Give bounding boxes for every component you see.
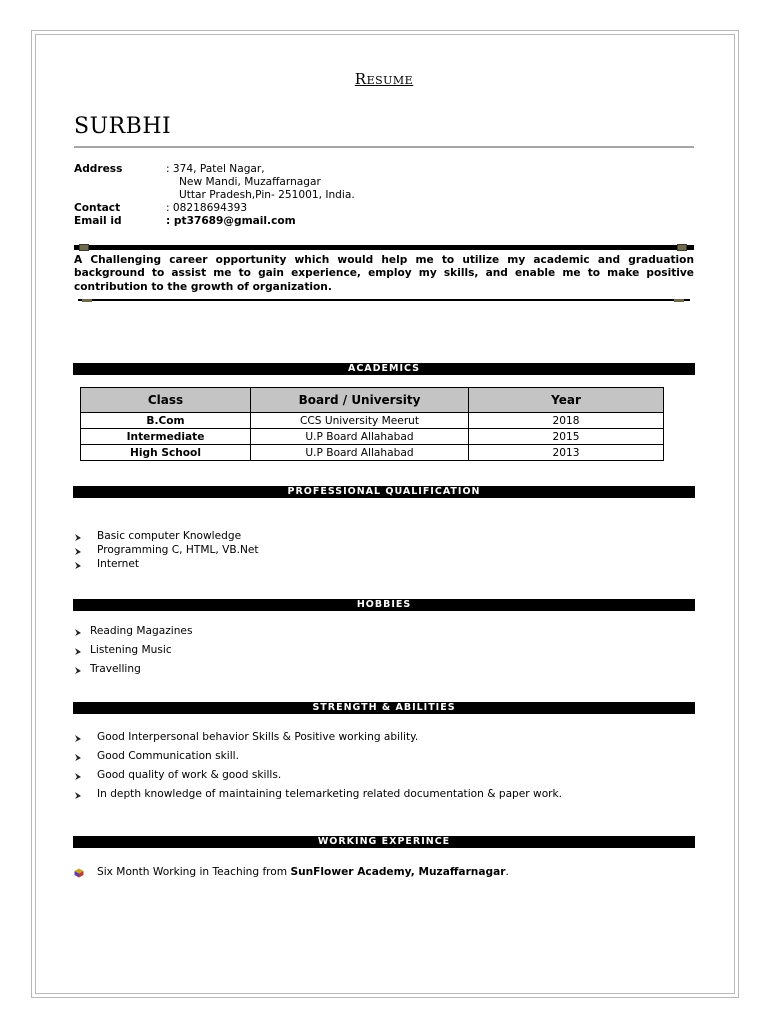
column-header: Board / University — [251, 388, 469, 413]
contact-label: Contact — [74, 202, 121, 214]
table-cell: U.P Board Allahabad — [251, 429, 469, 445]
arrow-bullet-icon — [74, 753, 83, 762]
table-cell: B.Com — [81, 413, 251, 429]
arrow-bullet-icon — [74, 772, 83, 781]
experience-organization: SunFlower Academy, Muzaffarnagar — [290, 866, 506, 878]
cube-bullet-icon — [74, 868, 84, 878]
column-header: Year — [469, 388, 664, 413]
email-value: : pt37689@gmail.com — [166, 215, 296, 227]
rule-knob-small-right — [674, 299, 684, 302]
table-cell: 2015 — [469, 429, 664, 445]
section-academics-header: ACADEMICS — [73, 363, 695, 375]
table-header-row — [81, 388, 664, 413]
arrow-bullet-icon — [74, 734, 83, 743]
table-cell: 2018 — [469, 413, 664, 429]
page-border-inner — [35, 34, 735, 994]
experience-text: Six Month Working in Teaching from SunFlower Academy, Muzaffarnagar. — [97, 866, 509, 878]
rule-knob-right — [677, 244, 687, 251]
address-line-1: : 374, Patel Nagar, — [166, 163, 265, 175]
table-cell: CCS University Meerut — [251, 413, 469, 429]
name-divider — [74, 146, 694, 148]
address-label: Address — [74, 163, 123, 175]
email-label: Email id — [74, 215, 122, 227]
candidate-name: SURBHI — [74, 114, 172, 139]
arrow-bullet-icon — [74, 628, 83, 637]
address-line-2: New Mandi, Muzaffarnagar — [179, 176, 321, 188]
academics-table — [80, 387, 664, 461]
objective-top-rule — [74, 245, 694, 250]
table-cell: U.P Board Allahabad — [251, 445, 469, 461]
section-strengths-header: STRENGTH & ABILITIES — [73, 702, 695, 714]
table-row — [81, 413, 664, 429]
table-cell: 2013 — [469, 445, 664, 461]
arrow-bullet-icon — [74, 561, 83, 570]
contact-value: : 08218694393 — [166, 202, 248, 214]
arrow-bullet-icon — [74, 533, 83, 542]
table-cell: Intermediate — [81, 429, 251, 445]
career-objective: A Challenging career opportunity which would help me to utilize my academic and graduation background to assist me to gain experience, employ my skills, and enable me to make positive contribution to the growth of organization. — [74, 254, 694, 293]
arrow-bullet-icon — [74, 547, 83, 556]
objective-bottom-rule — [78, 299, 690, 301]
arrow-bullet-icon — [74, 666, 83, 675]
rule-knob-left — [79, 244, 89, 251]
arrow-bullet-icon — [74, 791, 83, 800]
arrow-bullet-icon — [74, 647, 83, 656]
table-row — [81, 429, 664, 445]
rule-knob-small-left — [82, 299, 92, 302]
section-experience-header: WORKING EXPERINCE — [73, 836, 695, 848]
column-header: Class — [81, 388, 251, 413]
section-professional-header: PROFESSIONAL QUALIFICATION — [73, 486, 695, 498]
address-line-3: Uttar Pradesh,Pin- 251001, India. — [179, 189, 355, 201]
section-hobbies-header: HOBBIES — [73, 599, 695, 611]
table-cell: High School — [81, 445, 251, 461]
table-row — [81, 445, 664, 461]
resume-title: Resume — [354, 70, 414, 88]
